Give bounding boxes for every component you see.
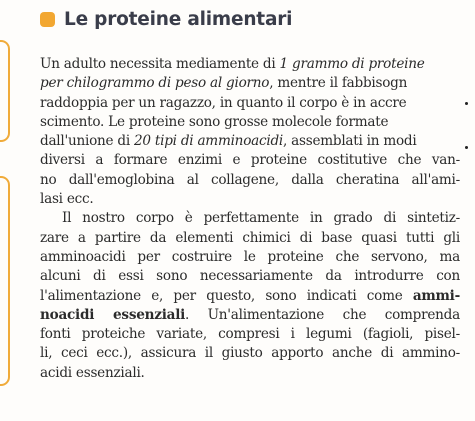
text-line — [40, 74, 465, 93]
section-header — [40, 6, 292, 32]
text-segment: acidi essenziali. — [40, 364, 145, 381]
text-line — [40, 267, 460, 286]
emphasis-text: per chilogrammo di peso al giorno — [40, 75, 270, 92]
text-segment: , assemblati in modi — [283, 133, 417, 150]
margin-bracket-bottom — [0, 176, 10, 386]
text-line — [40, 364, 460, 383]
text-line — [40, 344, 460, 363]
text-segment: . Un'alimentazione che comprenda — [185, 306, 460, 323]
text-segment: alcuni di essi sono necessariamente da introdurre con — [40, 268, 460, 285]
text-line — [40, 209, 460, 228]
text-line — [40, 190, 460, 209]
text-segment: Il nostro corpo è perfettamente in grado di sintetiz- — [62, 210, 460, 227]
text-line — [40, 229, 460, 248]
margin-dot — [465, 146, 468, 149]
emphasis-text: 20 tipi di amminoacidi — [134, 133, 283, 150]
text-line — [40, 171, 460, 190]
emphasis-text: 1 grammo di proteine — [279, 56, 425, 72]
margin-dot — [465, 102, 468, 105]
text-line — [40, 151, 460, 170]
text-line — [40, 132, 465, 151]
text-segment: dall'unione di — [40, 133, 135, 150]
text-line — [40, 113, 465, 132]
text-segment: amminoacidi per costruire le proteine che servono, ma — [40, 248, 460, 265]
text-segment: diversi a formare enzimi e proteine costitutive che van- — [40, 152, 460, 169]
text-segment: scimento. Le proteine sono grosse molecole formate — [40, 113, 389, 130]
text-segment: zare a partire da elementi chimici di base quasi tutti gli — [40, 229, 460, 246]
text-line — [40, 306, 460, 325]
key-term: ammi- — [412, 287, 460, 304]
text-line — [40, 287, 460, 306]
text-segment: , mentre il fabbisogn — [269, 75, 408, 92]
text-segment: l'alimentazione e, per questo, sono indicati come — [40, 287, 413, 304]
text-segment: no dall'emoglobina al collagene, dalla cheratina all'ami- — [40, 171, 460, 188]
text-segment: lasi ecc. — [40, 191, 94, 208]
text-line — [40, 325, 460, 344]
square-bullet-icon — [40, 12, 55, 27]
text-line — [40, 55, 465, 74]
key-term: noacidi essenziali — [40, 306, 186, 323]
body-text — [40, 55, 460, 383]
section-title: Le proteine alimentari — [64, 8, 293, 30]
text-segment: raddoppia per un ragazzo, in quanto il corpo è in accre — [40, 94, 407, 111]
text-line — [40, 248, 460, 267]
margin-bracket-top — [0, 40, 10, 142]
text-segment: Un adulto necessita mediamente di — [40, 56, 280, 72]
text-line — [40, 94, 465, 113]
text-segment: li, ceci ecc.), assicura il giusto apporto anche di ammino- — [40, 345, 460, 362]
text-segment: fonti proteiche variate, compresi i legumi (fagioli, pisel- — [40, 326, 460, 343]
